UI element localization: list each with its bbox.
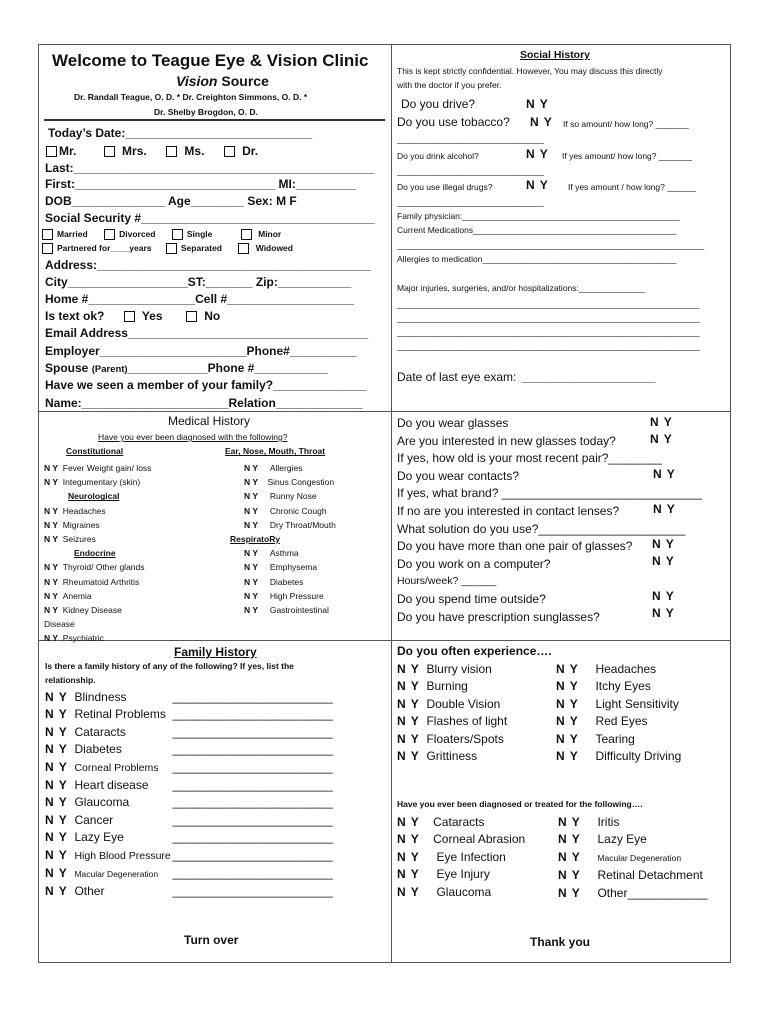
status-single[interactable]: Single	[172, 229, 213, 239]
checkbox-partnered[interactable]	[42, 243, 53, 254]
eyewear-q-brand[interactable]: If yes, what brand? ______________________________	[397, 486, 702, 501]
drugs-amount-field[interactable]: If yes amount / how long? ______	[568, 182, 696, 192]
text-ok-row	[45, 309, 220, 323]
medical-item-sinus[interactable]: N Y Sinus Congestion	[244, 477, 335, 488]
brand-source: Source	[221, 73, 269, 89]
experience-headaches[interactable]: N Y Headaches	[556, 662, 657, 676]
eyewear-q-new-glasses: Are you interested in new glasses today?	[397, 433, 616, 448]
experience-heading: Do you often experience….	[397, 644, 552, 658]
title-dr[interactable]: Dr.	[224, 144, 258, 158]
tobacco-line[interactable]: _______________________________	[397, 134, 544, 144]
checkbox-married[interactable]	[42, 229, 53, 240]
alcohol-question: Do you drink alcohol?	[397, 151, 479, 161]
interest-contacts-ny[interactable]: N Y	[653, 502, 676, 516]
experience-right-list	[556, 661, 681, 765]
checkbox-single[interactable]	[172, 229, 183, 240]
medical-left-list	[44, 461, 151, 646]
social-history-heading: Social History	[520, 49, 591, 61]
medical-item-psychiatric[interactable]: N Y Psychiatric	[44, 633, 104, 644]
contacts-ny[interactable]: N Y	[653, 467, 676, 481]
current-medications-field[interactable]: Current Medications___________________________________________	[397, 225, 677, 235]
doctors-line-1: Dr. Randall Teague, O. D. * Dr. Creighton Simmons, O. D. *	[74, 92, 308, 102]
experience-driving[interactable]: N Y Difficulty Driving	[556, 749, 682, 764]
last-exam-label: Date of last eye exam:	[397, 370, 517, 384]
medical-item-high-pressure[interactable]: N Y High Pressure	[244, 590, 324, 601]
injuries-field[interactable]: Major injuries, surgeries, and/or hospitalizations:______________	[397, 283, 646, 293]
tobacco-question: Do you use tobacco?	[397, 115, 510, 129]
eyewear-q-sunglasses: Do you have prescription sunglasses?	[397, 609, 600, 624]
eyewear-q-contacts: Do you wear contacts?	[397, 468, 520, 483]
diagnosed-retinal-detachment[interactable]: N Y Retinal Detachment	[558, 868, 703, 883]
checkbox-mrs[interactable]	[104, 146, 115, 157]
checkbox-text-yes[interactable]	[124, 311, 135, 322]
doctors-line-2: Dr. Shelby Brogdon, O. D.	[154, 107, 258, 117]
experience-burning[interactable]: N Y Burning	[397, 679, 468, 694]
checkbox-ms[interactable]	[166, 146, 177, 157]
eyewear-q-outside: Do you spend time outside?	[397, 591, 546, 606]
status-partnered[interactable]: Partnered for____years	[42, 243, 152, 253]
checkbox-text-no[interactable]	[186, 311, 197, 322]
name-relation-field[interactable]: Name:______________________Relation_____________	[45, 396, 363, 410]
checkbox-minor[interactable]	[241, 229, 252, 240]
checkbox-widowed[interactable]	[238, 243, 249, 254]
medical-item-cough[interactable]: N Y Chronic Cough	[244, 505, 327, 516]
alcohol-ny[interactable]: N Y	[526, 147, 549, 161]
last-exam-field[interactable]: ____________________	[522, 370, 656, 384]
medical-item-emphysema[interactable]: N Y Emphysema	[244, 562, 318, 573]
family-member-field[interactable]: Have we seen a member of your family?______________	[45, 378, 367, 392]
diagnosed-left-list	[397, 814, 525, 901]
diagnosed-corneal-abrasion[interactable]: N Y Corneal Abrasion	[397, 832, 526, 847]
checkbox-mr[interactable]	[46, 146, 57, 157]
medical-item-kidney[interactable]: N Y Kidney Disease	[44, 605, 122, 616]
column-divider	[391, 44, 392, 962]
eyewear-q-multiple-pairs: Do you have more than one pair of glasses?	[397, 539, 633, 554]
multiple-pairs-ny[interactable]: N Y	[652, 537, 675, 551]
diagnosed-eye-injury[interactable]: N Y Eye Injury	[397, 867, 490, 882]
diagnosed-other[interactable]: N Y Other____________	[558, 885, 708, 900]
tobacco-amount-field[interactable]: If so amount/ how long? _______	[563, 119, 689, 129]
eyewear-q-solution[interactable]: What solution do you use?______________________	[397, 521, 686, 536]
drugs-question: Do you use illegal drugs?	[397, 182, 493, 192]
family-question-2: relationship.	[45, 675, 96, 685]
family-item-corneal[interactable]: N Y Corneal Problems ________________________	[45, 759, 333, 774]
neurological-heading: Neurological	[68, 491, 120, 502]
medical-item-skin[interactable]: N Y Integumentary (skin)	[44, 477, 141, 488]
confidential-note-2: with the doctor if you prefer.	[397, 80, 502, 90]
computer-ny[interactable]: N Y	[652, 554, 675, 568]
experience-red-eyes[interactable]: N Y Red Eyes	[556, 714, 648, 729]
eyewear-q-glasses: Do you wear glasses	[397, 416, 509, 430]
medical-history-heading: Medical History	[168, 414, 251, 428]
medical-item-thyroid[interactable]: N Y Thyroid/ Other glands	[44, 562, 145, 573]
family-item-diabetes[interactable]: N Y Diabetes ________________________	[45, 742, 333, 757]
experience-grittiness[interactable]: N Y Grittiness	[397, 749, 478, 764]
glasses-ny[interactable]: N Y	[650, 415, 673, 429]
experience-blurry[interactable]: N Y Blurry vision	[397, 662, 492, 676]
sunglasses-ny[interactable]: N Y	[652, 606, 675, 620]
title-mr[interactable]: Mr.	[46, 144, 76, 158]
brand-logo	[176, 73, 269, 89]
eyewear-q-pair-age[interactable]: If yes, how old is your most recent pair?________	[397, 451, 662, 466]
status-separated[interactable]: Separated	[166, 243, 222, 253]
family-history-list	[45, 689, 333, 901]
allergies-field[interactable]: Allergies to medication_________________________________________	[397, 254, 677, 264]
family-item-blindness[interactable]: N Y Blindness ________________________	[45, 690, 333, 704]
header-rule	[44, 119, 385, 121]
experience-double[interactable]: N Y Double Vision	[397, 696, 501, 711]
endocrine-heading: Endocrine	[74, 548, 116, 559]
family-history-heading: Family History	[174, 645, 257, 659]
respiratory-heading: RespiratoRy	[230, 534, 281, 545]
new-glasses-ny[interactable]: N Y	[650, 432, 673, 446]
status-divorced[interactable]: Divorced	[104, 229, 155, 239]
city-state-zip-field[interactable]: City__________________ST:_______ Zip:___________	[45, 275, 352, 289]
medical-item-runny-nose[interactable]: N Y Runny Nose	[244, 491, 317, 502]
medications-line[interactable]: _________________________________________________________________	[397, 240, 705, 250]
clinic-title: Welcome to Teague Eye & Vision Clinic	[52, 51, 369, 70]
marital-row-2	[42, 243, 293, 254]
spouse-field[interactable]: Spouse (Parent)____________Phone #___________	[45, 361, 328, 375]
medical-item-asthma[interactable]: N Y Asthma	[244, 548, 299, 559]
family-item-lazy-eye[interactable]: N Y Lazy Eye ________________________	[45, 830, 333, 845]
diagnosed-macular[interactable]: N Y Macular Degeneration	[558, 849, 682, 864]
family-physician-field[interactable]: Family physician:______________________________________________	[397, 211, 680, 221]
experience-tearing[interactable]: N Y Tearing	[556, 731, 635, 746]
diagnosed-glaucoma[interactable]: N Y Glaucoma	[397, 884, 492, 899]
injuries-line-1[interactable]: ________________________________________________________________	[397, 299, 700, 309]
checkbox-divorced[interactable]	[104, 229, 115, 240]
phone-field[interactable]: Home #________________Cell #___________________	[45, 292, 354, 306]
experience-itchy[interactable]: N Y Itchy Eyes	[556, 679, 651, 694]
family-item-heart[interactable]: N Y Heart disease ________________________	[45, 778, 333, 793]
eyewear-q-computer: Do you work on a computer?	[397, 556, 551, 571]
employer-field[interactable]: Employer______________________Phone#__________	[45, 344, 357, 358]
alcohol-amount-field[interactable]: If yes amount/ how long? _______	[562, 151, 692, 161]
drugs-ny[interactable]: N Y	[526, 178, 549, 192]
medical-item-allergies[interactable]: N Y Allergies	[244, 463, 303, 473]
family-question-1: Is there a family history of any of the following? If yes, list the	[45, 661, 294, 671]
experience-floaters[interactable]: N Y Floaters/Spots	[397, 731, 504, 746]
first-name-field[interactable]: First:______________________________ MI:_________	[45, 177, 356, 191]
text-ok-no[interactable]: No	[186, 309, 220, 323]
medical-item-headaches[interactable]: N Y Headaches	[44, 505, 106, 516]
medical-item-migraines[interactable]: N Y Migraines	[44, 519, 100, 530]
medical-item-gastro[interactable]: N Y Gastrointestinal	[244, 605, 329, 616]
experience-light-sensitivity[interactable]: N Y Light Sensitivity	[556, 696, 679, 711]
medical-item-anemia[interactable]: N Y Anemia	[44, 590, 92, 601]
drugs-line[interactable]: _______________________________	[397, 197, 544, 207]
address-field[interactable]: Address:_________________________________________	[45, 258, 371, 272]
tobacco-ny[interactable]: N Y	[530, 115, 553, 129]
medical-question: Have you ever been diagnosed with the following?	[98, 432, 288, 442]
marital-row-1	[42, 229, 281, 240]
title-options	[46, 144, 258, 158]
brand-vision: Vision	[176, 73, 218, 89]
family-item-cancer[interactable]: N Y Cancer ________________________	[45, 812, 333, 827]
drive-question: Do you drive?	[401, 97, 476, 111]
title-mrs[interactable]: Mrs.	[104, 144, 147, 158]
medical-item-diabetes[interactable]: N Y Diabetes	[244, 576, 304, 587]
section-divider-1	[38, 411, 730, 412]
injuries-line-4[interactable]: ________________________________________________________________	[397, 341, 700, 351]
checkbox-dr[interactable]	[224, 146, 235, 157]
checkbox-separated[interactable]	[166, 243, 177, 254]
status-minor[interactable]: Minor	[241, 229, 282, 239]
medical-item-seizures[interactable]: N Y Seizures	[44, 534, 96, 545]
ssn-field[interactable]: Social Security #___________________________________	[45, 211, 375, 225]
medical-item-fever[interactable]: N Y Fever Weight gain/ loss	[44, 463, 152, 473]
experience-flashes[interactable]: N Y Flashes of light	[397, 714, 508, 729]
diagnosed-eye-infection[interactable]: N Y Eye Infection	[397, 849, 506, 864]
injuries-line-3[interactable]: ________________________________________________________________	[397, 327, 700, 337]
constitutional-heading: Constitutional	[66, 446, 124, 456]
diagnosed-right-list	[558, 814, 708, 902]
family-item-retinal[interactable]: N Y Retinal Problems ________________________	[45, 707, 333, 722]
ent-heading: Ear, Nose, Mouth, Throat	[225, 446, 326, 456]
disease-label: Disease	[44, 619, 75, 630]
eyewear-q-interest-contacts: If no are you interested in contact lenses?	[397, 503, 620, 518]
medical-item-dry-throat[interactable]: N Y Dry Throat/Mouth	[244, 519, 336, 530]
status-widowed[interactable]: Widowed	[238, 243, 293, 253]
family-item-cataracts[interactable]: N Y Cataracts ________________________	[45, 724, 333, 739]
diagnosed-iritis[interactable]: N Y Iritis	[558, 815, 620, 829]
thank-you-note: Thank you	[530, 935, 591, 949]
injuries-line-2[interactable]: ________________________________________________________________	[397, 313, 700, 323]
diagnosed-lazy-eye[interactable]: N Y Lazy Eye	[558, 832, 647, 847]
last-name-field[interactable]: Last:_____________________________________________	[45, 161, 374, 175]
eyewear-q-hours[interactable]: Hours/week? ______	[397, 575, 497, 588]
dob-age-sex-field[interactable]: DOB______________ Age________ Sex: M F	[45, 194, 297, 208]
confidential-note-1: This is kept strictly confidential. However, You may discuss this directly	[397, 66, 663, 76]
title-ms[interactable]: Ms.	[166, 144, 204, 158]
status-married[interactable]: Married	[42, 229, 88, 239]
outside-ny[interactable]: N Y	[652, 589, 675, 603]
family-item-macular[interactable]: N Y Macular Degeneration ________________________	[45, 866, 333, 881]
drive-ny[interactable]: N Y	[526, 97, 549, 111]
text-ok-label: Is text ok?	[45, 309, 105, 323]
alcohol-line[interactable]: _______________________________	[397, 166, 544, 176]
diagnosed-heading: Have you ever been diagnosed or treated for the following….	[397, 799, 643, 809]
experience-left-list	[397, 661, 507, 765]
family-item-other[interactable]: N Y Other ________________________	[45, 884, 333, 899]
email-field[interactable]: Email Address____________________________________	[45, 326, 369, 340]
diagnosed-cataracts[interactable]: N Y Cataracts	[397, 815, 485, 829]
medical-item-arthritis[interactable]: N Y Rheumatoid Arthritis	[44, 576, 140, 587]
turn-over-note: Turn over	[184, 933, 239, 947]
todays-date-field[interactable]: Today’s Date:____________________________	[48, 126, 313, 140]
family-item-blood-pressure[interactable]: N Y High Blood Pressure ________________________	[45, 847, 333, 862]
medical-right-list	[230, 461, 336, 617]
family-item-glaucoma[interactable]: N Y Glaucoma ________________________	[45, 795, 333, 810]
text-ok-yes[interactable]: Yes	[124, 309, 163, 323]
